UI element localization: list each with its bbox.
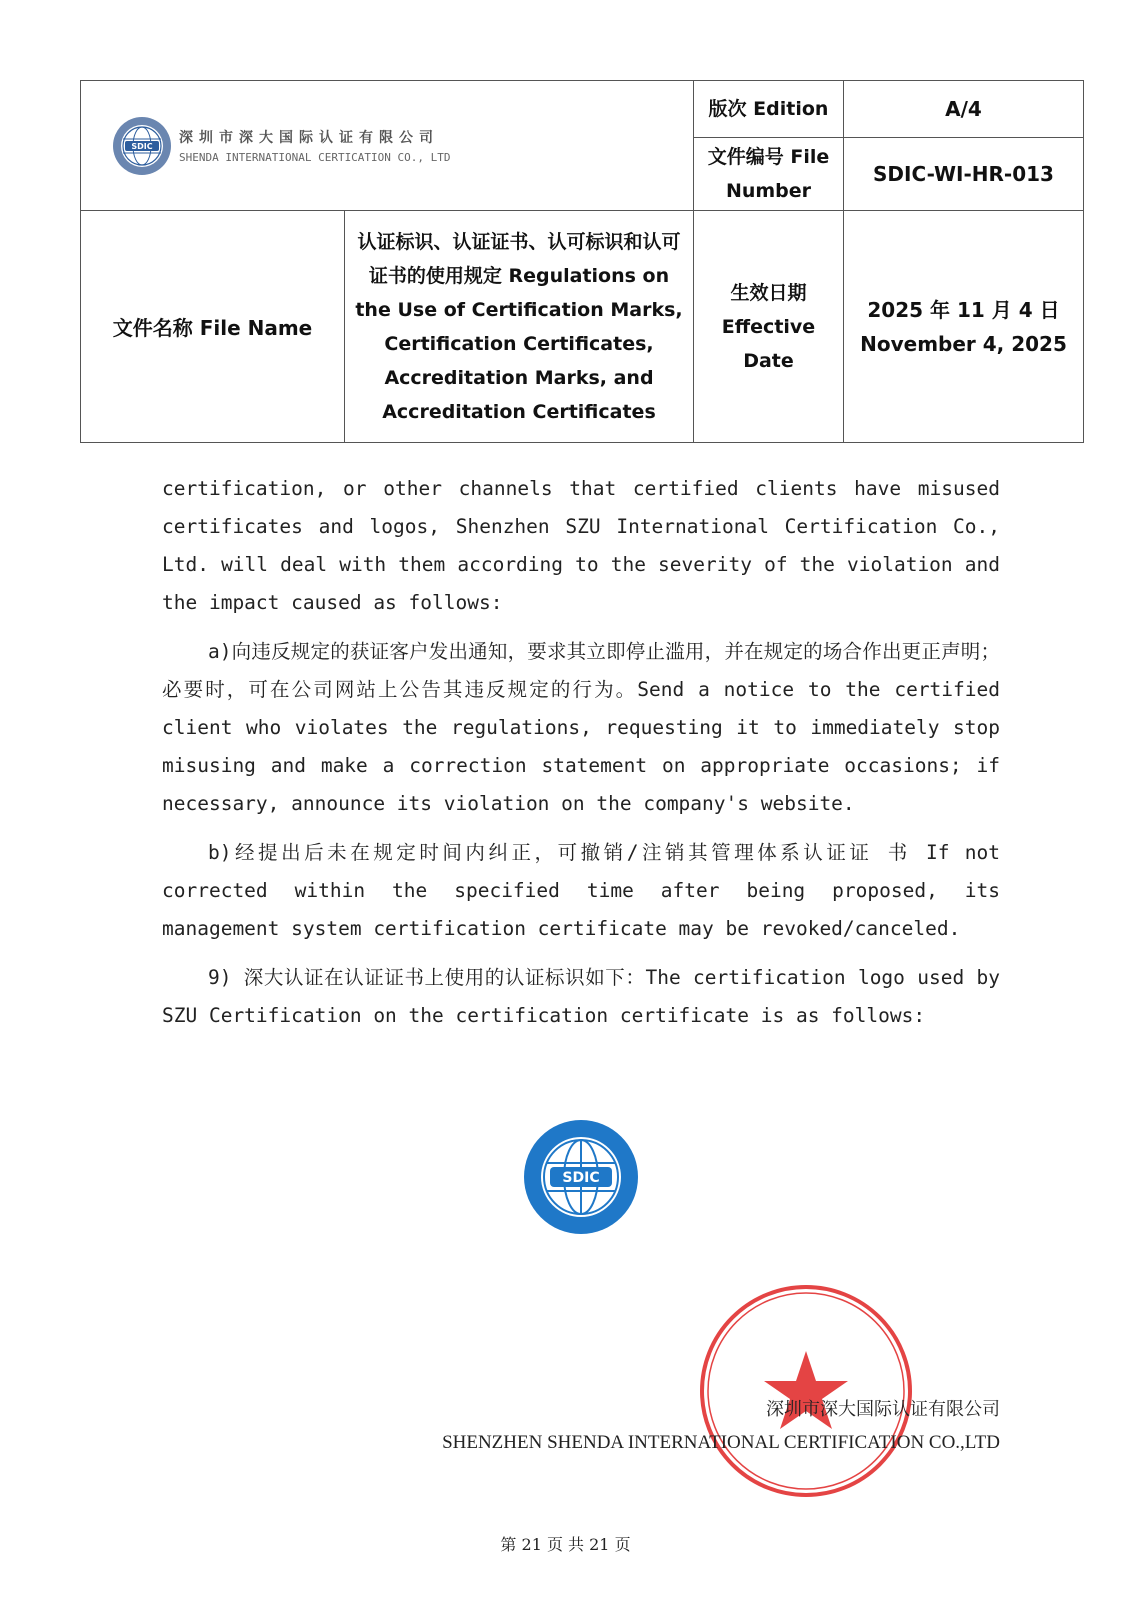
effective-date-cn: 2025 年 11 月 4 日 xyxy=(867,297,1060,322)
signature-company-cn: 深圳市深大国际认证有限公司 xyxy=(766,1399,1000,1420)
certification-logo-icon xyxy=(522,1118,640,1236)
paragraph-item-9: 9) 深大认证在认证证书上使用的认证标识如下：The certification logo used by SZU Certification on the certification certificate is as follows: xyxy=(162,966,1000,1027)
effective-date-value xyxy=(844,211,1084,443)
signature-company-en: SHENZHEN SHENDA INTERNATIONAL CERTIFICATION CO.,LTD xyxy=(442,1432,1000,1453)
company-logo-icon xyxy=(111,115,173,177)
effective-date-en: November 4, 2025 xyxy=(860,331,1067,356)
company-name-en: SHENDA INTERNATIONAL CERTICATION CO., LTD xyxy=(179,151,451,164)
file-name-value: 认证标识、认证证书、认可标识和认可证书的使用规定 Regulations on the Use of Certification Marks, Certification Certificates, Accreditation Marks, and Accreditation Certificates xyxy=(345,211,694,443)
page-footer: 第 21 页 共 21 页 xyxy=(500,1535,631,1554)
edition-value: A/4 xyxy=(844,81,1084,138)
file-name-label: 文件名称 File Name xyxy=(81,211,345,443)
file-number-label: 文件编号 File Number xyxy=(694,138,844,211)
svg-text:SDIC: SDIC xyxy=(562,1170,600,1186)
paragraph-intro: certification, or other channels that certified clients have misused certificates and logos, Shenzhen SZU International Certification Co., Ltd. will deal with them according to the severity of the violation and the impact caused as follows: xyxy=(162,477,1000,614)
company-logo-cell xyxy=(81,81,694,211)
effective-date-label: 生效日期 Effective Date xyxy=(694,211,844,443)
company-name-cn: 深圳市深大国际认证有限公司 xyxy=(179,130,439,146)
file-number-value: SDIC-WI-HR-013 xyxy=(844,138,1084,211)
edition-label: 版次 Edition xyxy=(694,81,844,138)
document-header-table xyxy=(80,80,1084,443)
document-body xyxy=(162,470,1000,1046)
paragraph-item-b: b)经提出后未在规定时间内纠正，可撤销/注销其管理体系认证证 书 If not corrected within the specified time after being proposed, its management system certification certificate may be revoked/canceled. xyxy=(162,841,1000,940)
svg-text:SDIC: SDIC xyxy=(131,141,153,151)
paragraph-item-a: a)向违反规定的获证客户发出通知，要求其立即停止滥用，并在规定的场合作出更正声明；必要时，可在公司网站上公告其违反规定的行为。Send a notice to the certified client who violates the regulations, requesting it to immediately stop misusing and make a correction statement on appropriate occasions; if necessary, announce its violation on the company's website. xyxy=(162,640,1000,815)
company-seal-stamp xyxy=(698,1283,914,1499)
